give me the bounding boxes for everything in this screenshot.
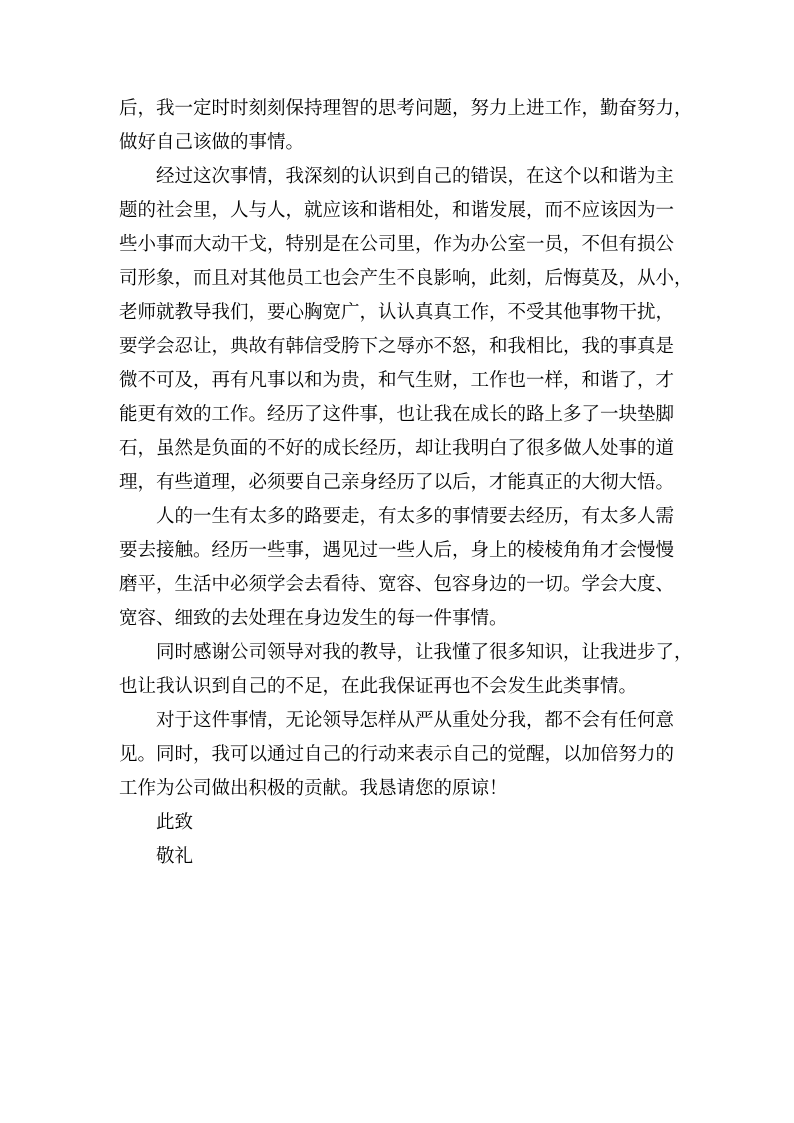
text-line: 做好自己该做的事情。 [119,132,305,153]
paragraph-start-line: 同时感谢公司领导对我的教导，让我懂了很多知识，让我进步了， [156,642,693,663]
text-line: 石，虽然是负面的不好的成长经历，却让我明白了很多做人处事的道 [119,438,675,459]
text-line: 些小事而大动干戈，特别是在公司里，作为办公室一员，不但有损公 [119,234,675,255]
text-line: 要去接触。经历一些事，遇见过一些人后，身上的棱棱角角才会慢慢 [119,540,675,561]
paragraph-start-line: 经过这次事情，我深刻的认识到自己的错误，在这个以和谐为主 [156,166,675,187]
text-line: 工作为公司做出积极的贡献。我恳请您的原谅！ [119,778,508,799]
text-line: 能更有效的工作。经历了这件事，也让我在成长的路上多了一块垫脚 [119,404,675,425]
paragraph-start-line: 对于这件事情，无论领导怎样从严从重处分我，都不会有任何意 [156,710,675,731]
closing-salutation: 此致 [156,812,194,833]
text-line: 也让我认识到自己的不足，在此我保证再也不会发生此类事情。 [119,676,638,697]
text-line: 题的社会里，人与人，就应该和谐相处，和谐发展，而不应该因为一 [119,200,675,221]
letter-body [119,92,693,874]
text-line: 微不可及，再有凡事以和为贵，和气生财，工作也一样，和谐了，才 [119,370,675,391]
paragraph-start-line: 人的一生有太多的路要走，有太多的事情要去经历，有太多人需 [156,506,675,527]
text-line: 后，我一定时时刻刻保持理智的思考问题，努力上进工作，勤奋努力， [119,98,693,119]
text-line: 宽容、细致的去处理在身边发生的每一件事情。 [119,608,508,629]
closing-regards: 敬礼 [156,846,194,867]
text-line: 见。同时，我可以通过自己的行动来表示自己的觉醒，以加倍努力的 [119,744,675,765]
text-line: 老师就教导我们，要心胸宽广，认认真真工作，不受其他事物干扰， [119,302,675,323]
text-line: 磨平，生活中必须学会去看待、宽容、包容身边的一切。学会大度、 [119,574,675,595]
text-line: 要学会忍让，典故有韩信受胯下之辱亦不怒，和我相比，我的事真是 [119,336,675,357]
text-line: 理，有些道理，必须要自己亲身经历了以后，才能真正的大彻大悟。 [119,472,675,493]
text-line: 司形象，而且对其他员工也会产生不良影响，此刻，后悔莫及，从小， [119,268,693,289]
